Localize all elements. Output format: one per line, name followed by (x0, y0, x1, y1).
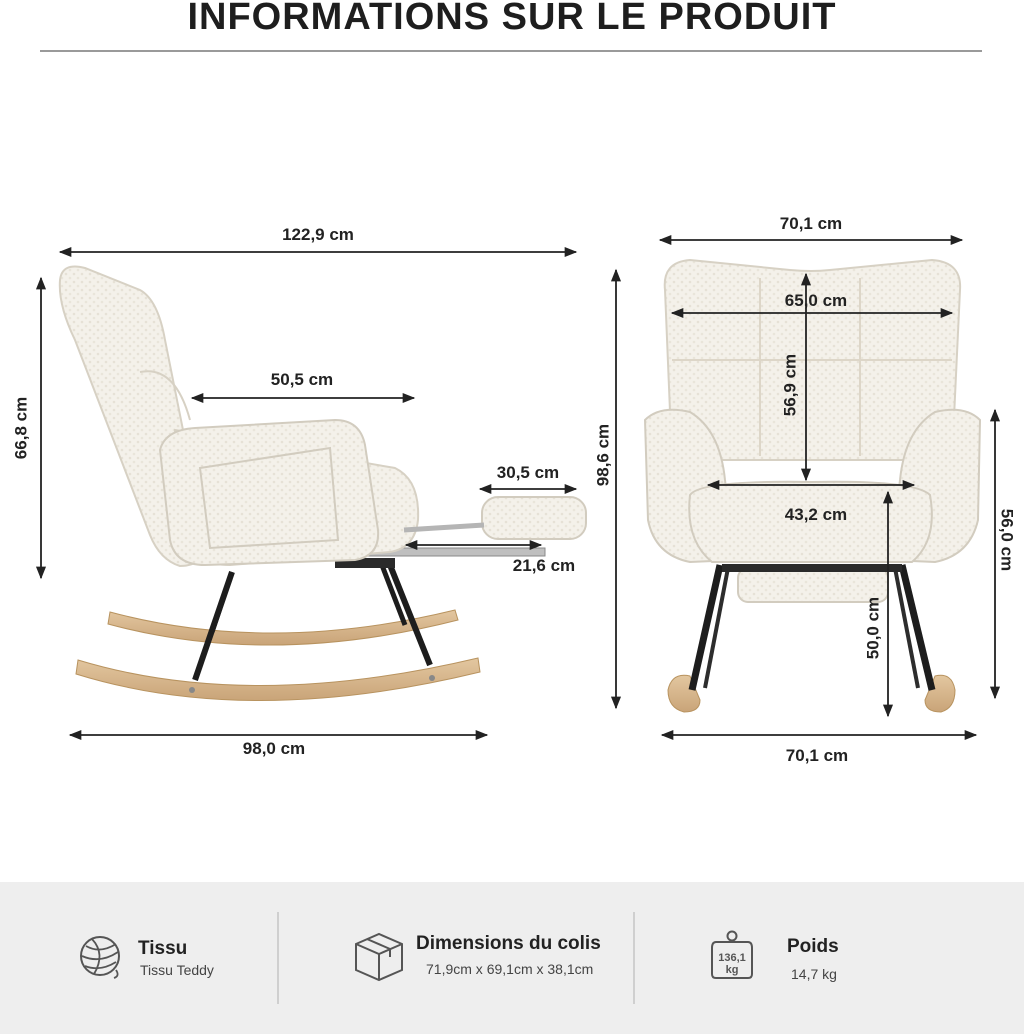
label-arm-height: 56,0 cm (997, 508, 1017, 572)
feature-divider (633, 912, 635, 1004)
side-footrest-cushion (482, 497, 586, 539)
weight-icon (708, 928, 756, 985)
label-backrest-height: 66,8 cm (11, 396, 31, 460)
page-title: INFORMATIONS SUR LE PRODUIT (187, 0, 837, 38)
side-front-rocker (76, 658, 480, 701)
label-side-length: 122,9 cm (282, 225, 354, 244)
feature-fabric-title: Tissu (138, 938, 188, 959)
feature-package-subtitle: 71,9cm x 69,1cm x 38,1cm (426, 961, 594, 977)
side-rear-rocker (108, 610, 458, 645)
label-footrest-length: 30,5 cm (496, 463, 560, 482)
package-box-icon (352, 930, 406, 987)
feature-divider (277, 912, 279, 1004)
label-footrest-width: 21,6 cm (512, 556, 576, 575)
label-seat-width: 43,2 cm (784, 505, 848, 524)
side-view-chair (60, 267, 586, 701)
side-leg-front (388, 560, 430, 665)
label-back-width: 65,0 cm (784, 291, 848, 310)
side-armrest (160, 420, 378, 565)
label-seat-height: 50,0 cm (863, 596, 883, 660)
label-front-width-top: 70,1 cm (779, 214, 843, 233)
features-bar (0, 882, 1024, 1034)
feature-fabric-subtitle: Tissu Teddy (140, 962, 214, 978)
label-base-length: 98,0 cm (242, 739, 306, 758)
label-front-width-bottom: 70,1 cm (785, 746, 849, 765)
label-back-height: 56,9 cm (780, 353, 800, 417)
svg-text:136,1: 136,1 (718, 952, 746, 964)
feature-weight-title: Poids (787, 936, 839, 957)
label-total-height: 98,6 cm (593, 423, 613, 487)
yarn-ball-icon (78, 934, 124, 985)
front-view-chair (645, 260, 980, 712)
feature-weight-subtitle: 14,7 kg (791, 966, 837, 982)
svg-text:kg: kg (725, 964, 739, 976)
feature-package-title: Dimensions du colis (416, 933, 601, 954)
label-seat-depth: 50,5 cm (270, 370, 334, 389)
